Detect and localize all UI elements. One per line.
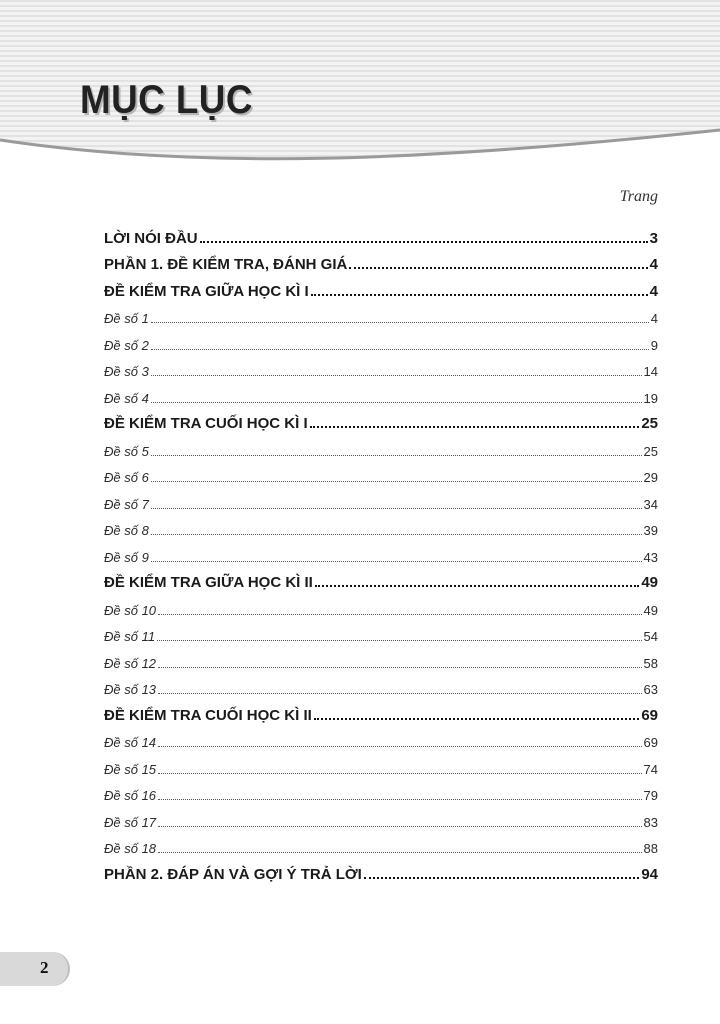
toc-entry-page: 4 xyxy=(649,282,658,300)
toc-entry-page: 19 xyxy=(643,390,658,406)
toc-entry-de-so-17[interactable] xyxy=(104,803,658,830)
toc-entry-de-so-12[interactable] xyxy=(104,644,658,671)
toc-entry-page: 54 xyxy=(643,629,658,644)
dot-leader xyxy=(151,455,642,456)
toc-entry-page: 39 xyxy=(643,523,658,538)
toc-entry-phan-2[interactable] xyxy=(104,856,658,883)
toc-entry-giua-hoc-ki-1[interactable] xyxy=(104,273,658,300)
toc-entry-page: 25 xyxy=(641,415,658,432)
toc-entry-label: Đề số 3 xyxy=(104,364,149,379)
toc-entry-page: 74 xyxy=(643,761,658,777)
table-of-contents xyxy=(104,220,658,883)
toc-entry-page: 88 xyxy=(643,841,658,856)
dot-leader xyxy=(151,561,642,562)
toc-entry-page: 4 xyxy=(649,256,658,273)
toc-entry-de-so-5[interactable] xyxy=(104,432,658,459)
toc-entry-label: ĐỀ KIỂM TRA CUỐI HỌC KÌ II xyxy=(104,706,312,724)
dot-leader xyxy=(151,534,642,535)
toc-entry-de-so-4[interactable] xyxy=(104,379,658,406)
dot-leader xyxy=(151,322,649,323)
toc-entry-page: 63 xyxy=(643,682,658,697)
dot-leader xyxy=(200,241,648,243)
dot-leader xyxy=(315,585,639,587)
toc-entry-page: 29 xyxy=(643,470,658,485)
toc-entry-cuoi-hoc-ki-2[interactable] xyxy=(104,697,658,724)
toc-entry-de-so-2[interactable] xyxy=(104,326,658,353)
dot-leader xyxy=(158,773,641,774)
toc-entry-de-so-13[interactable] xyxy=(104,671,658,698)
toc-entry-page: 69 xyxy=(643,735,658,750)
toc-entry-page: 34 xyxy=(643,496,658,512)
toc-entry-de-so-11[interactable] xyxy=(104,618,658,645)
toc-entry-de-so-8[interactable] xyxy=(104,512,658,539)
toc-entry-cuoi-hoc-ki-1[interactable] xyxy=(104,406,658,433)
toc-entry-de-so-9[interactable] xyxy=(104,538,658,565)
toc-entry-page: 83 xyxy=(643,814,658,830)
toc-entry-de-so-10[interactable] xyxy=(104,591,658,618)
toc-entry-page: 94 xyxy=(641,865,658,883)
toc-entry-loi-noi-dau[interactable] xyxy=(104,220,658,247)
dot-leader xyxy=(158,693,641,694)
toc-entry-label: Đề số 11 xyxy=(104,629,156,644)
page-number: 2 xyxy=(40,958,49,977)
toc-entry-label: Đề số 1 xyxy=(104,311,149,326)
toc-entry-label: Đề số 5 xyxy=(104,443,149,459)
toc-entry-page: 3 xyxy=(649,229,658,247)
toc-entry-label: Đề số 7 xyxy=(104,496,149,512)
page-column-label: Trang xyxy=(619,188,658,205)
toc-entry-page: 43 xyxy=(643,549,658,565)
toc-entry-page: 58 xyxy=(643,655,658,671)
toc-entry-de-so-3[interactable] xyxy=(104,353,658,380)
toc-entry-label: ĐỀ KIỂM TRA GIỮA HỌC KÌ I xyxy=(104,282,309,300)
toc-entry-label: LỜI NÓI ĐẦU xyxy=(104,229,198,247)
toc-entry-label: Đề số 10 xyxy=(104,602,157,618)
page-title: MỤC LỤC xyxy=(80,78,253,122)
page-number-tab xyxy=(0,952,70,986)
dot-leader xyxy=(310,426,640,428)
dot-leader xyxy=(151,402,642,403)
toc-entry-page: 25 xyxy=(643,443,658,459)
toc-entry-de-so-1[interactable] xyxy=(104,300,658,327)
toc-entry-label: Đề số 4 xyxy=(104,390,149,406)
dot-leader xyxy=(158,799,641,800)
toc-entry-label: Đề số 13 xyxy=(104,682,157,697)
toc-entry-label: ĐỀ KIỂM TRA CUỐI HỌC KÌ I xyxy=(104,415,308,432)
dot-leader xyxy=(158,826,641,827)
toc-entry-page: 69 xyxy=(641,706,658,724)
dot-leader xyxy=(158,614,641,615)
dot-leader xyxy=(158,852,641,853)
toc-entry-label: ĐỀ KIỂM TRA GIỮA HỌC KÌ II xyxy=(104,574,313,591)
dot-leader xyxy=(157,640,641,641)
toc-entry-de-so-14[interactable] xyxy=(104,724,658,751)
toc-entry-label: Đề số 15 xyxy=(104,761,157,777)
toc-entry-label: Đề số 8 xyxy=(104,523,149,538)
toc-entry-label: Đề số 12 xyxy=(104,655,157,671)
toc-entry-de-so-18[interactable] xyxy=(104,830,658,857)
dot-leader xyxy=(311,294,648,296)
toc-entry-label: PHẦN 2. ĐÁP ÁN VÀ GỢI Ý TRẢ LỜI xyxy=(104,865,362,883)
toc-entry-page: 14 xyxy=(643,364,658,379)
toc-entry-label: Đề số 2 xyxy=(104,337,149,353)
dot-leader xyxy=(349,267,647,269)
dot-leader xyxy=(364,877,639,879)
toc-entry-page: 79 xyxy=(643,788,658,803)
toc-entry-label: Đề số 14 xyxy=(104,735,157,750)
toc-entry-giua-hoc-ki-2[interactable] xyxy=(104,565,658,592)
toc-entry-page: 9 xyxy=(650,337,658,353)
dot-leader xyxy=(314,718,640,720)
toc-entry-page: 49 xyxy=(643,602,658,618)
dot-leader xyxy=(158,746,641,747)
toc-entry-de-so-6[interactable] xyxy=(104,459,658,486)
toc-entry-label: Đề số 16 xyxy=(104,788,157,803)
toc-entry-label: Đề số 9 xyxy=(104,549,149,565)
toc-entry-phan-1[interactable] xyxy=(104,247,658,274)
toc-entry-de-so-7[interactable] xyxy=(104,485,658,512)
toc-entry-label: PHẦN 1. ĐỀ KIỂM TRA, ĐÁNH GIÁ xyxy=(104,256,348,273)
dot-leader xyxy=(151,481,642,482)
toc-entry-de-so-16[interactable] xyxy=(104,777,658,804)
dot-leader xyxy=(158,667,641,668)
dot-leader xyxy=(151,375,642,376)
dot-leader xyxy=(151,508,642,509)
toc-entry-page: 49 xyxy=(641,574,658,591)
toc-entry-de-so-15[interactable] xyxy=(104,750,658,777)
toc-entry-label: Đề số 17 xyxy=(104,814,157,830)
toc-entry-label: Đề số 6 xyxy=(104,470,149,485)
toc-entry-label: Đề số 18 xyxy=(104,841,157,856)
dot-leader xyxy=(151,349,649,350)
toc-entry-page: 4 xyxy=(650,311,658,326)
